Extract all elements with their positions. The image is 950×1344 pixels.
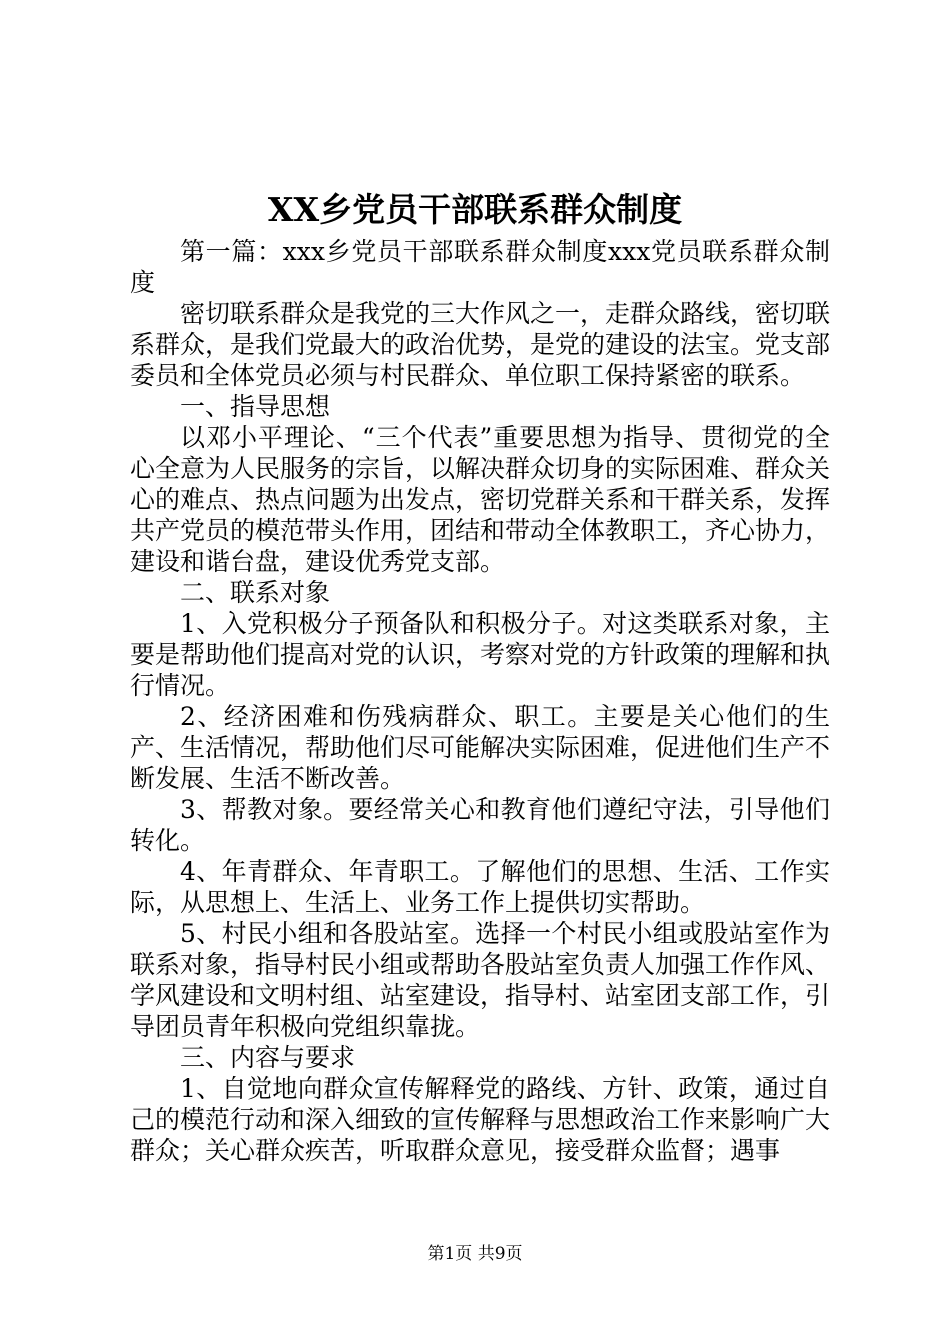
- paragraph: 第一篇：xxx乡党员干部联系群众制度xxx党员联系群众制度: [130, 237, 830, 297]
- list-item: 1、自觉地向群众宣传解释党的路线、方针、政策，通过自己的模范行动和深入细致的宣传解释与思想政治工作来影响广大群众；关心群众疾苦，听取群众意见，接受群众监督；遇事: [130, 1074, 831, 1165]
- document-title: XX乡党员干部联系群众制度: [267, 190, 683, 229]
- page-footer: 第1页 共9页: [427, 1244, 523, 1264]
- list-item: 4、年青群众、年青职工。了解他们的思想、生活、工作实际，从思想上、生活上、业务工作上提供切实帮助。: [130, 857, 830, 917]
- list-item: 3、帮教对象。要经常关心和教育他们遵纪守法，引导他们转化。: [130, 795, 830, 855]
- list-item: 5、村民小组和各股站室。选择一个村民小组或股站室作为联系对象，指导村民小组或帮助各股站室负责人加强工作作风、学风建设和文明村组、站室建设，指导村、站室团支部工作，引导团员青年积极向党组织靠拢。: [130, 919, 831, 1041]
- section-heading: 一、指导思想: [180, 392, 331, 421]
- list-item: 1、入党积极分子预备队和积极分子。对这类联系对象，主要是帮助他们提高对党的认识，考察对党的方针政策的理解和执行情况。: [130, 609, 831, 700]
- paragraph: 以邓小平理论、“三个代表”重要思想为指导、贯彻党的全心全意为人民服务的宗旨，以解决群众切身的实际困难、群众关心的难点、热点问题为出发点，密切党群关系和干群关系，发挥共产党员的模范带头作用，团结和带动全体教职工，齐心协力，建设和谐台盘，建设优秀党支部。: [130, 423, 831, 576]
- paragraph: 密切联系群众是我党的三大作风之一，走群众路线，密切联系群众，是我们党最大的政治优势，是党的建设的法宝。党支部委员和全体党员必须与村民群众、单位职工保持紧密的联系。: [130, 299, 831, 390]
- list-item: 2、经济困难和伤残病群众、职工。主要是关心他们的生产、生活情况，帮助他们尽可能解决实际困难，促进他们生产不断发展、生活不断改善。: [130, 702, 831, 793]
- section-heading: 二、联系对象: [180, 578, 331, 607]
- document-body: [130, 236, 830, 1166]
- section-heading: 三、内容与要求: [180, 1043, 356, 1072]
